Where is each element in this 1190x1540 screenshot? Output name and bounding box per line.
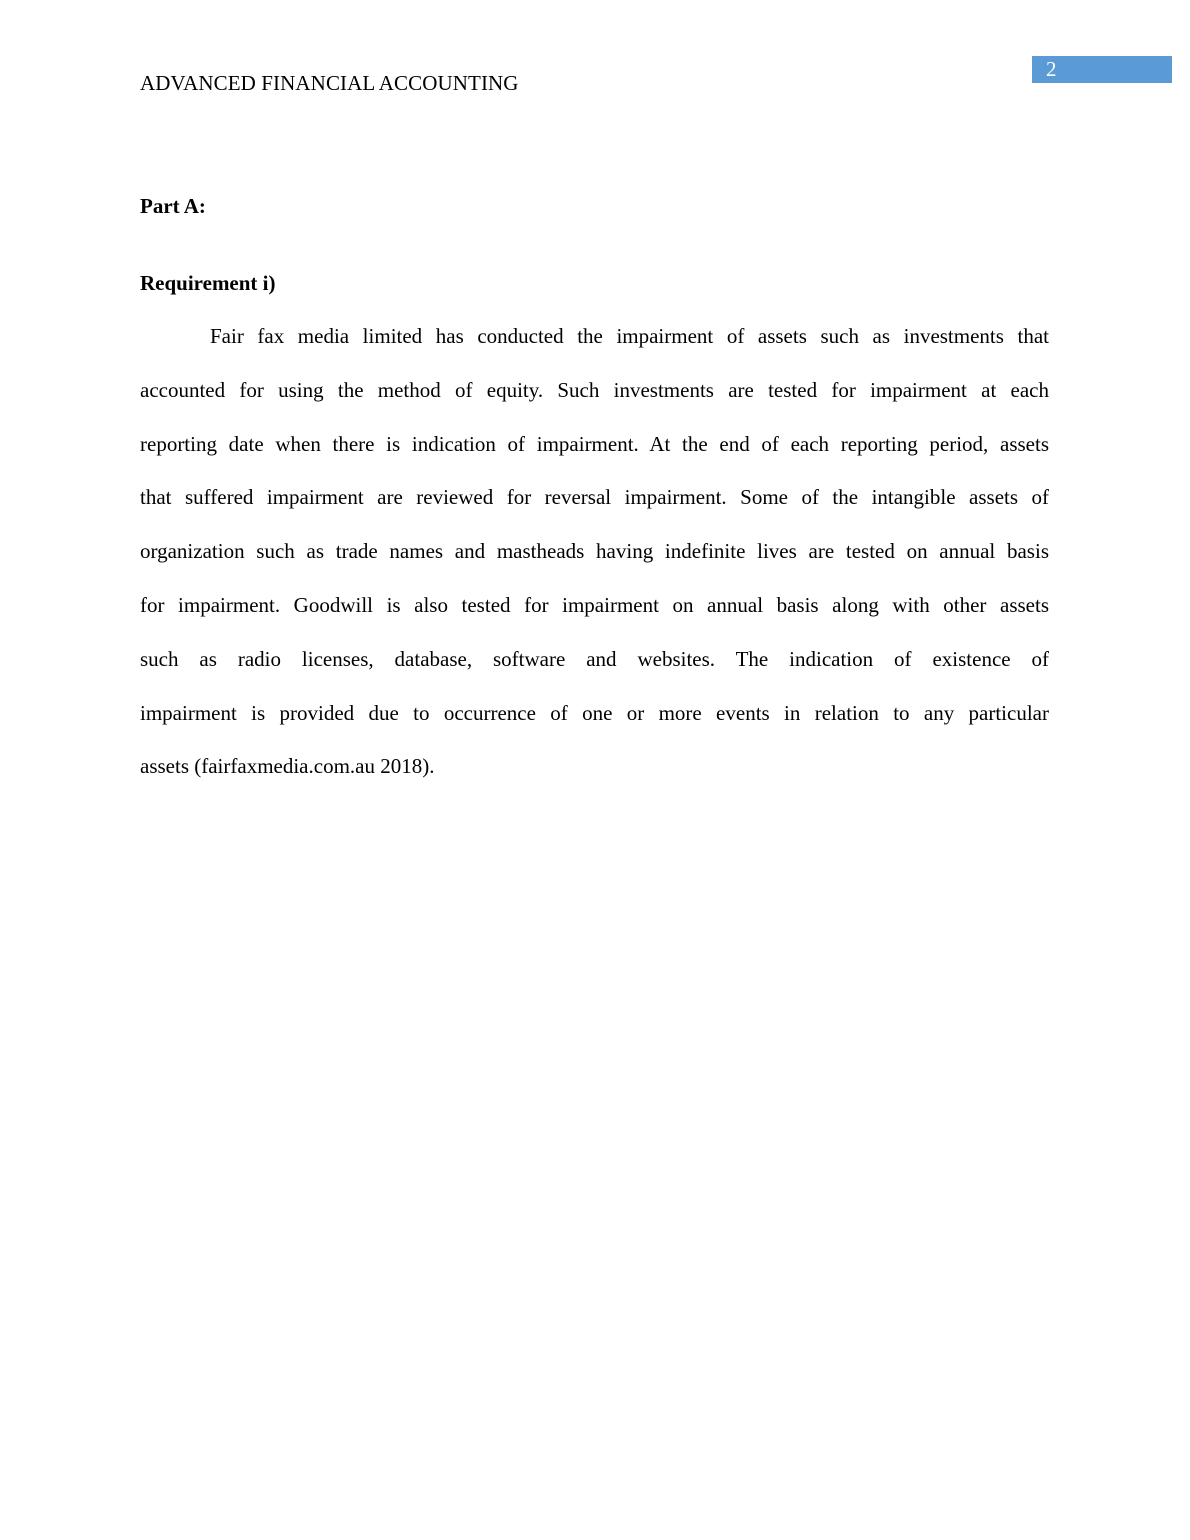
paragraph-line: accounted for using the method of equity. Such investments are tested for impairment at each — [140, 377, 1049, 402]
page-number: 2 — [1046, 57, 1057, 81]
paragraph-line: reporting date when there is indication of impairment. At the end of each reporting period, assets — [140, 431, 1049, 456]
paragraph-line: that suffered impairment are reviewed for reversal impairment. Some of the intangible assets of — [140, 485, 1049, 510]
requirement-heading: Requirement i) — [140, 271, 276, 295]
paragraph-line: for impairment. Goodwill is also tested for impairment on annual basis along with other assets — [140, 592, 1049, 617]
paragraph-line: impairment is provided due to occurrence of one or more events in relation to any particular — [140, 700, 1049, 725]
part-heading: Part A: — [140, 194, 206, 218]
paragraph-line: assets (fairfaxmedia.com.au 2018). — [140, 754, 435, 779]
paragraph-line: organization such as trade names and mastheads having indefinite lives are tested on annual basis — [140, 539, 1049, 564]
running-header-title: ADVANCED FINANCIAL ACCOUNTING — [140, 71, 519, 95]
paragraph-line: such as radio licenses, database, software and websites. The indication of existence of — [140, 646, 1049, 671]
paragraph-line: Fair fax media limited has conducted the impairment of assets such as investments that — [210, 324, 1049, 348]
body-paragraph — [140, 322, 1049, 806]
page-number-box — [1032, 56, 1172, 83]
